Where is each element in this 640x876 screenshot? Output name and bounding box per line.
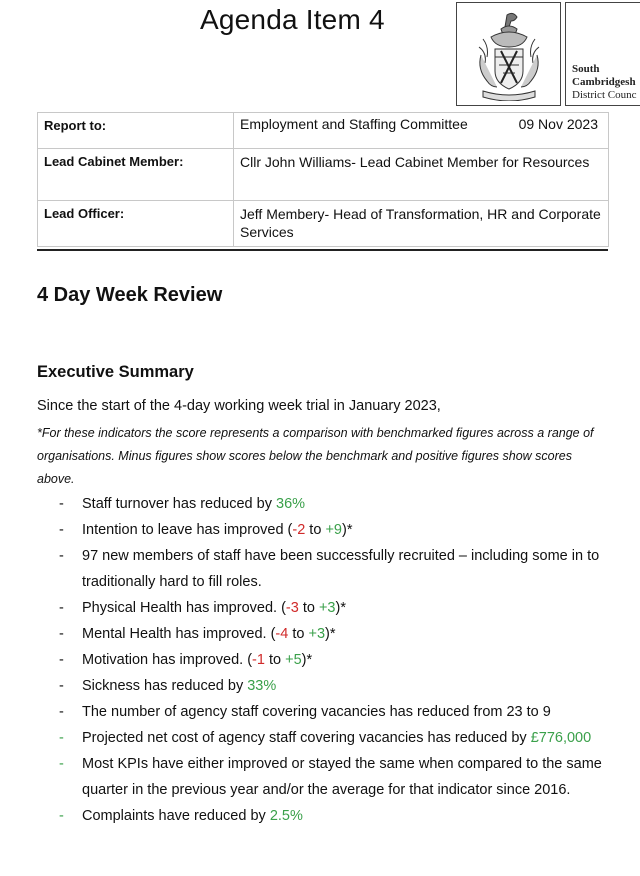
benchmark-note: *For these indicators the score represents a comparison with benchmarked figures across a range of organisations. Minus figures show scores below the benchmark and positive figures show scores above. (37, 426, 594, 486)
bullet-text: Most KPIs have either improved or stayed the same when compared to the same quarter in the previous year and/or the average for that indicator since 2016. (82, 756, 602, 798)
bullet-text: )* (325, 626, 336, 642)
highlighted-figure: 33% (247, 678, 277, 694)
bullet-dash: - (59, 756, 64, 772)
council-name-line1: South (572, 63, 600, 75)
bullet-dash: - (59, 704, 64, 720)
bullet-text: to (264, 652, 286, 668)
summary-intro: Since the start of the 4-day working week trial in January 2023, (37, 398, 441, 414)
highlighted-figure: 2.5% (269, 808, 303, 824)
summary-bullet-item (37, 543, 617, 595)
summary-bullet-item (37, 673, 617, 699)
summary-bullet-item (37, 595, 617, 621)
council-logo-box (565, 2, 640, 106)
highlighted-figure: -4 (275, 626, 289, 642)
meta-row-lead-member (38, 149, 609, 201)
bullet-text: Motivation has improved. ( (82, 652, 253, 668)
lead-officer-value: Jeff Membery- Head of Transformation, HR and Corporate Services (234, 201, 609, 247)
summary-bullet-item (37, 491, 617, 517)
bullet-dash: - (59, 548, 64, 564)
bullet-dash: - (59, 496, 64, 512)
bullet-dash: - (59, 652, 64, 668)
lead-member-label: Lead Cabinet Member: (38, 149, 234, 201)
council-crest-icon (473, 9, 545, 101)
bullet-text: to (305, 522, 326, 538)
highlighted-figure: +3 (318, 600, 336, 616)
bullet-text: Mental Health has improved. ( (82, 626, 276, 642)
summary-bullet-item (37, 699, 617, 725)
document-title: 4 Day Week Review (37, 284, 223, 306)
council-name-line3: District Counc (572, 89, 637, 101)
bullet-text: )* (335, 600, 346, 616)
highlighted-figure: £776,000 (530, 730, 592, 746)
meta-row-report-to (38, 113, 609, 149)
bullet-text: The number of agency staff covering vacancies has reduced from 23 to 9 (82, 704, 551, 720)
bullet-dash: - (59, 678, 64, 694)
highlighted-figure: -2 (292, 522, 306, 538)
summary-bullet-list (37, 491, 617, 829)
bullet-text: Projected net cost of agency staff covering vacancies has reduced by (82, 730, 531, 746)
council-crest-box (456, 2, 561, 106)
summary-bullet-item (37, 803, 617, 829)
report-to-label: Report to: (38, 113, 234, 149)
bullet-text: )* (301, 652, 313, 668)
highlighted-figure: -1 (252, 652, 265, 668)
bullet-dash: - (59, 522, 64, 538)
lead-member-value: Cllr John Williams- Lead Cabinet Member for Resources (234, 149, 609, 201)
council-name-line2: Cambridgesh (572, 76, 636, 88)
highlighted-figure: +3 (308, 626, 326, 642)
bullet-dash: - (59, 730, 64, 746)
bullet-text: Sickness has reduced by (82, 678, 248, 694)
summary-bullet-item (37, 647, 617, 673)
section-heading: Executive Summary (37, 363, 194, 381)
report-meta-table (37, 112, 609, 247)
bullet-text: Complaints have reduced by (82, 808, 270, 824)
bullet-dash: - (59, 626, 64, 642)
summary-bullet-item (37, 751, 617, 803)
bullet-text: to (288, 626, 309, 642)
meeting-date: 09 Nov 2023 (518, 116, 598, 132)
summary-bullet-item (37, 725, 617, 751)
bullet-text: 97 new members of staff have been successfully recruited – including some in to traditionally hard to fill roles. (82, 548, 600, 590)
highlighted-figure: +5 (285, 652, 302, 668)
bullet-text: to (298, 600, 319, 616)
highlighted-figure: 36% (276, 496, 306, 512)
bullet-text: )* (341, 522, 353, 538)
bullet-text: Intention to leave has improved ( (82, 522, 293, 538)
report-to-cell (234, 113, 609, 149)
header-divider (37, 249, 608, 251)
bullet-dash: - (59, 808, 64, 824)
meta-row-lead-officer (38, 201, 609, 247)
summary-bullet-item (37, 517, 617, 543)
council-name (572, 63, 636, 102)
report-to-value: Employment and Staffing Committee (240, 116, 468, 132)
bullet-text: Staff turnover has reduced by (82, 496, 276, 512)
lead-officer-label: Lead Officer: (38, 201, 234, 247)
bullet-dash: - (59, 600, 64, 616)
highlighted-figure: -3 (285, 600, 299, 616)
bullet-text: Physical Health has improved. ( (82, 600, 286, 616)
highlighted-figure: +9 (325, 522, 342, 538)
summary-bullet-item (37, 621, 617, 647)
agenda-title: Agenda Item 4 (200, 4, 385, 35)
